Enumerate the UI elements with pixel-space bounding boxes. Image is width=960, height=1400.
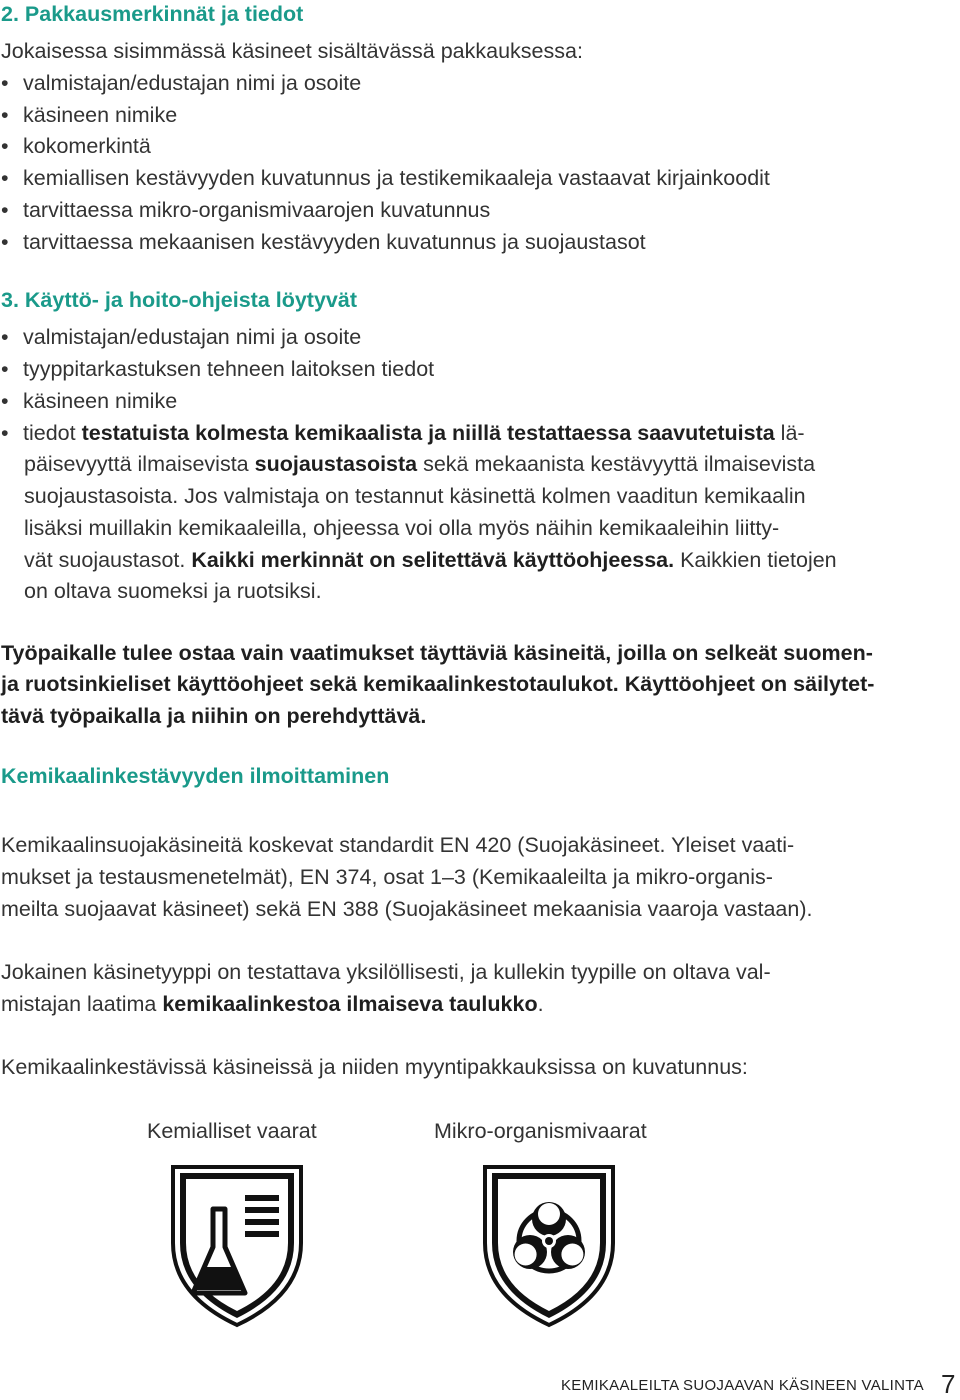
list-item: • käsineen nimike [1,103,178,127]
biohazard-shield-icon [479,1163,619,1329]
list-item: • tarvittaessa mekaanisen kestävyyden kuvatunnus ja suojaustasot [1,230,646,254]
page-number: 7 [941,1369,956,1399]
list-item: • käsineen nimike [1,389,178,413]
list-item: • kemiallisen kestävyyden kuvatunnus ja testikemikaaleja vastaavat kirjainkoodit [1,166,770,190]
paragraph-line: mukset ja testausmenetelmät), EN 374, osat 1–3 (Kemikaaleilta ja mikro-organis- [1,865,773,889]
micro-hazard-caption: Mikro-organismivaarat [434,1119,647,1143]
list-item: • tarvittaessa mikro-organismivaarojen kuvatunnus [1,198,491,222]
list-item: • kokomerkintä [1,134,151,158]
footer-title: KEMIKAALEILTA SUOJAAVAN KÄSINEEN VALINTA [561,1377,924,1394]
list-item-continuation: on oltava suomeksi ja ruotsiksi. [24,579,322,603]
list-item: • valmistajan/edustajan nimi ja osoite [1,71,362,95]
chemical-hazard-caption: Kemialliset vaarat [147,1119,317,1143]
list-item: • tyyppitarkastuksen tehneen laitoksen tiedot [1,357,435,381]
section-2-intro: Jokaisessa sisimmässä käsineet sisältävässä pakkauksessa: [1,39,583,63]
section-4-heading: Kemikaalinkestävyyden ilmoittaminen [1,764,390,788]
paragraph-line: Jokainen käsinetyyppi on testattava yksilöllisesti, ja kullekin tyypille on oltava val- [1,960,771,984]
section-3-heading: 3. Käyttö- ja hoito-ohjeista löytyvät [1,288,357,312]
paragraph-line: Kemikaalinkestävissä käsineissä ja niiden myyntipakkauksissa on kuvatunnus: [1,1055,748,1079]
list-item: • valmistajan/edustajan nimi ja osoite [1,325,362,349]
bold-paragraph-line: tävä työpaikalla ja niihin on perehdyttävä. [1,704,427,728]
list-item-continuation: vät suojaustasot. Kaikki merkinnät on selitettävä käyttöohjeessa. Kaikkien tietojen [24,548,837,572]
paragraph-line: Kemikaalinsuojakäsineitä koskevat standardit EN 420 (Suojakäsineet. Yleiset vaati- [1,833,795,857]
paragraph-line: meilta suojaavat käsineet) sekä EN 388 (Suojakäsineet mekaanisia vaaroja vastaan). [1,897,813,921]
chemical-flask-shield-icon [167,1163,307,1329]
section-2-heading: 2. Pakkausmerkinnät ja tiedot [1,2,304,26]
bold-paragraph-line: ja ruotsinkieliset käyttöohjeet sekä kemikaalinkestotaulukot. Käyttöohjeet on säilytet- [1,672,875,696]
list-item-continuation: suojaustasoista. Jos valmistaja on testannut käsinettä kolmen vaaditun kemikaalin [24,484,806,508]
list-item: • tiedot testatuista kolmesta kemikaalista ja niillä testattaessa saavutetuista lä- [1,421,805,445]
list-item-continuation: lisäksi muillakin kemikaaleilla, ohjeessa voi olla myös näihin kemikaaleihin liitty- [24,516,780,540]
bold-paragraph-line: Työpaikalle tulee ostaa vain vaatimukset täyttäviä käsineitä, joilla on selkeät suomen- [1,641,873,665]
list-item-continuation: päisevyyttä ilmaisevista suojaustasoista sekä mekaanista kestävyyttä ilmaisevista [24,452,816,476]
paragraph-line: mistajan laatima kemikaalinkestoa ilmaiseva taulukko. [1,992,544,1016]
